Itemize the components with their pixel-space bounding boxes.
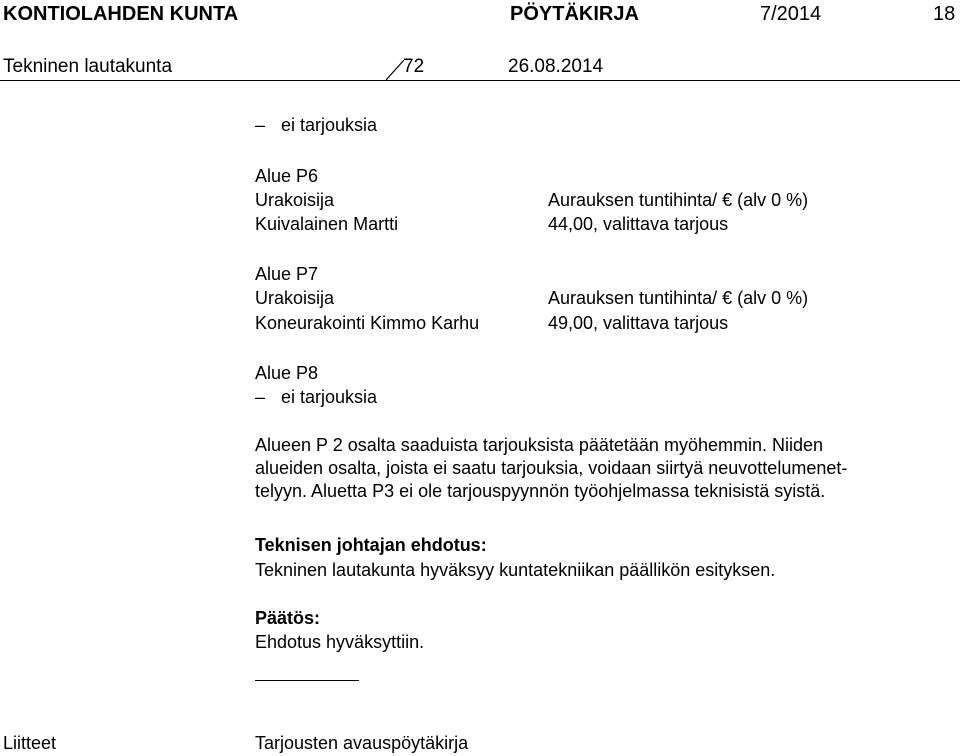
board-name: Tekninen lautakunta — [3, 56, 173, 77]
area-p6-col-contractor: Urakoisija — [255, 190, 335, 210]
section-mark-icon — [386, 60, 404, 80]
paragraph-line: Alueen P 2 osalta saaduista tarjouksista päätetään myöhemmin. Niiden — [255, 435, 824, 455]
document-header — [0, 2, 960, 30]
area-p7-col-price: Aurauksen tuntihinta/ € (alv 0 %) — [548, 288, 809, 308]
area-p8-title: Alue P8 — [255, 363, 319, 383]
list-item-text: ei tarjouksia — [281, 115, 378, 135]
list-item-text: ei tarjouksia — [281, 387, 378, 407]
closing-rule — [255, 680, 359, 681]
dash-bullet: – — [255, 387, 266, 407]
area-p7-price: 49,00, valittava tarjous — [548, 313, 729, 333]
header-rule — [0, 80, 960, 81]
municipality-name: KONTIOLAHDEN KUNTA — [3, 3, 239, 25]
list-item — [255, 387, 377, 409]
document-subheader — [0, 56, 960, 82]
paragraph-line: telyyn. Aluetta P3 ei ole tarjouspyynnön työohjelmassa teknisistä syistä. — [255, 481, 826, 501]
area-p6-title: Alue P6 — [255, 166, 319, 186]
paragraph-line: alueiden osalta, joista ei saatu tarjouksia, voidaan siirtyä neuvottelumenet- — [255, 458, 848, 478]
proposal-text: Tekninen lautakunta hyväksyy kuntatekniikan päällikön esityksen. — [255, 560, 776, 580]
section-number: 72 — [403, 56, 425, 77]
area-p6-col-price: Aurauksen tuntihinta/ € (alv 0 %) — [548, 190, 809, 210]
proposal-heading: Teknisen johtajan ehdotus: — [255, 535, 487, 555]
area-p7-title: Alue P7 — [255, 264, 319, 284]
page-number: 18 — [933, 3, 956, 25]
document-type: PÖYTÄKIRJA — [510, 3, 639, 25]
decision-heading: Päätös: — [255, 608, 321, 628]
area-p7-col-contractor: Urakoisija — [255, 288, 335, 308]
list-item — [255, 115, 377, 137]
attachments-label: Liitteet — [3, 733, 57, 753]
body-paragraph — [255, 434, 945, 503]
area-p7-contractor: Koneurakointi Kimmo Karhu — [255, 313, 480, 333]
meeting-date: 26.08.2014 — [508, 56, 604, 77]
dash-bullet: – — [255, 115, 266, 135]
area-p6-contractor: Kuivalainen Martti — [255, 214, 399, 234]
area-p6-price: 44,00, valittava tarjous — [548, 214, 729, 234]
decision-text: Ehdotus hyväksyttiin. — [255, 632, 425, 652]
minutes-number: 7/2014 — [760, 3, 822, 25]
attachment-item: Tarjousten avauspöytäkirja — [255, 733, 469, 753]
